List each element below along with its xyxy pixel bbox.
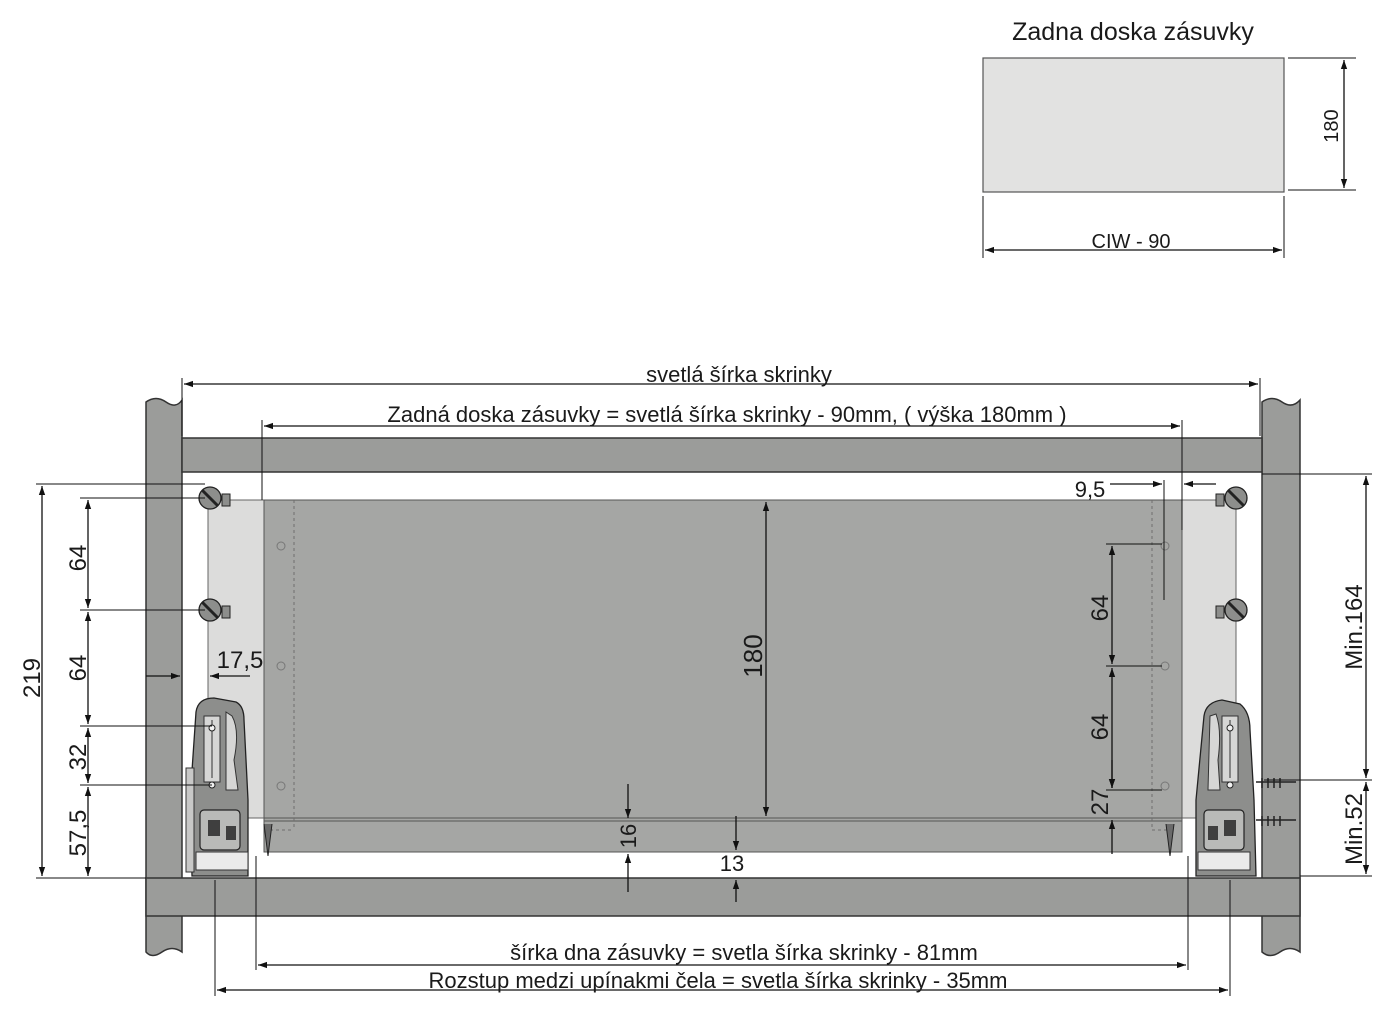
drawer-height-label: 180 [738, 634, 768, 678]
back-panel-height-label: 180 [1321, 109, 1343, 143]
back-panel-width-label: CIW - 90 [1091, 231, 1171, 253]
left-dim-1-label: 64 [65, 544, 92, 572]
left-offset-label: 17,5 [216, 647, 264, 674]
bottom-thickness-label: 13 [719, 851, 745, 876]
bottom-dimensions [215, 856, 1230, 996]
back-panel-detail-title: Zadna doska zásuvky [1012, 18, 1254, 46]
left-dim-3-label: 32 [65, 743, 92, 771]
drawer [208, 500, 1236, 852]
bottom-gap-label: 16 [616, 823, 641, 849]
right-min-lower-label: Min.52 [1341, 792, 1368, 866]
back-panel-detail [983, 18, 1356, 258]
drawer-back-panel [264, 500, 1182, 818]
drawer-bottom [264, 818, 1182, 852]
bottom-width-label: šírka dna zásuvky = svetla šírka skrinky - 81mm [510, 940, 978, 965]
left-dim-4-label: 57,5 [65, 809, 92, 857]
cabinet-bottom-board [146, 878, 1300, 916]
back-panel-rectangle [983, 58, 1284, 192]
cabinet-left-wall [146, 399, 182, 956]
cabinet-width-label: svetlá šírka skrinky [646, 362, 832, 387]
right-dim-1-label: 64 [1087, 594, 1114, 622]
right-min-upper-label: Min.164 [1341, 584, 1368, 670]
right-dim-3-label: 27 [1087, 788, 1114, 816]
cabinet-right-wall [1262, 399, 1300, 956]
right-upper-bolt-icon [1216, 487, 1247, 509]
cabinet-top-board [182, 438, 1262, 472]
right-dim-2-label: 64 [1087, 713, 1114, 741]
left-dim-2-label: 64 [65, 654, 92, 682]
front-spacing-label: Rozstup medzi upínakmi čela = svetla šírka skrinky - 35mm [428, 968, 1008, 993]
right-offset-label: 9,5 [1074, 477, 1106, 502]
back-panel-length-label: Zadná doska zásuvky = svetlá šírka skrinky - 90mm, ( výška 180mm ) [387, 402, 1067, 427]
left-total-height-label: 219 [19, 657, 46, 699]
